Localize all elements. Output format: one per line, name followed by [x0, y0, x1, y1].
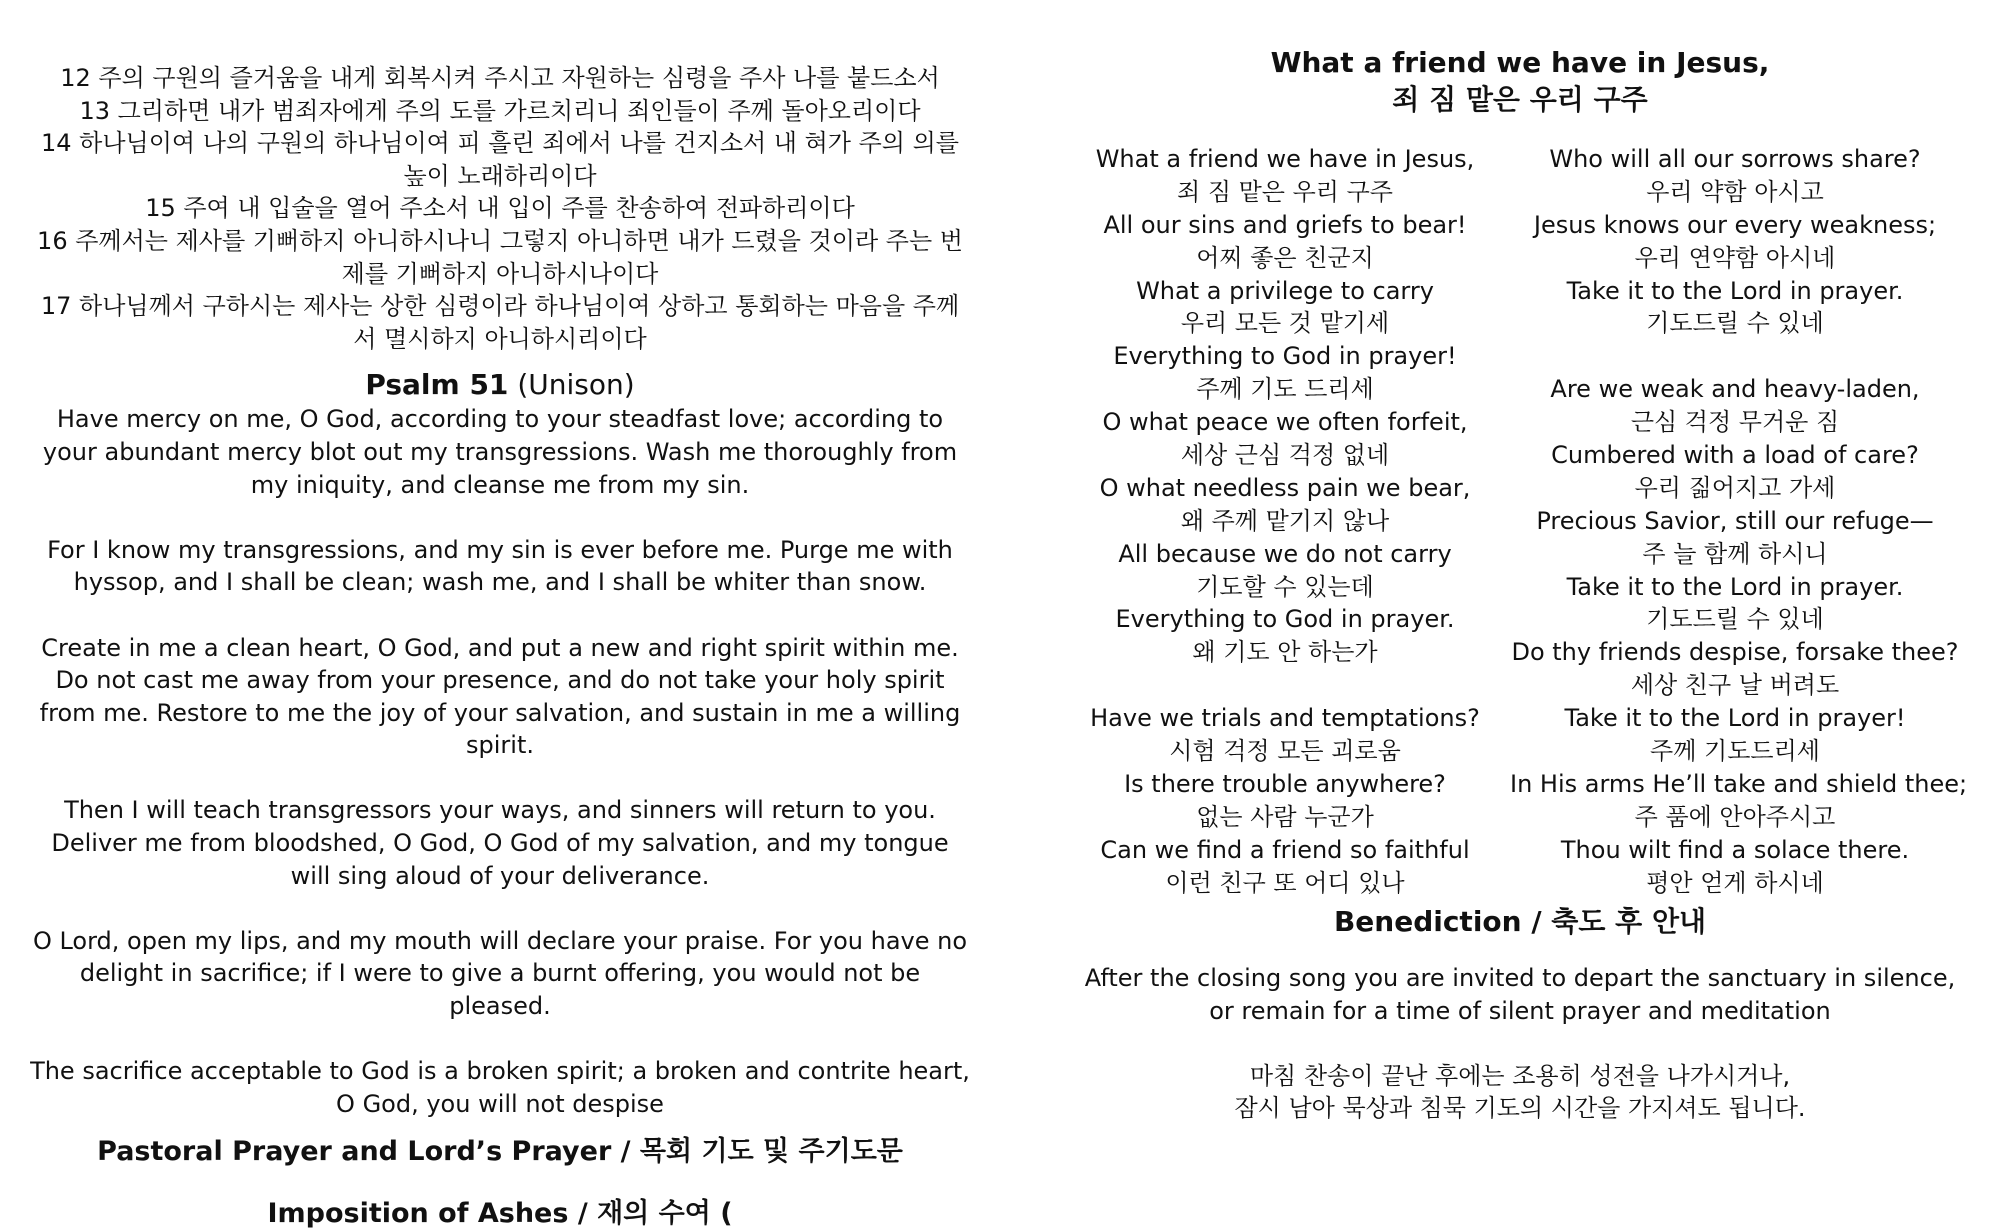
lyric-line: All our sins and griefs to bear! [1103, 210, 1467, 239]
lyric-line: Who will all our sorrows share? [1549, 145, 1921, 173]
lyric-line: Can we find a friend so faithful [1100, 835, 1470, 864]
lyric-line: 우리 연약함 아시네 [1634, 243, 1836, 272]
benediction-korean-line-1: 마침 찬송이 끝난 후에는 조용히 성전을 나가시거나, [1249, 1061, 1791, 1090]
psalm-title: Psalm 51 [365, 368, 509, 402]
lyric-line: 근심 걱정 무거운 짐 [1630, 408, 1840, 437]
lyric-line: In His arms He’ll take and shield thee; [1510, 769, 1968, 798]
lyric-line: Thou wilt find a solace there. [1560, 835, 1910, 864]
lyric-line: What a privilege to carry [1136, 276, 1434, 305]
korean-verse-14: 14 하나님이여 나의 구원의 하나님이여 피 흘린 죄에서 나를 건지소서 내 혀가 주의 의를 높이 노래하리이다 [41, 129, 959, 190]
psalm-mode: (Unison) [517, 368, 635, 402]
lyric-line: 주께 기도 드리세 [1196, 375, 1374, 404]
psalm-paragraph-2: For I know my transgressions, and my sin is ever before me. Purge me with hyssop, and I shall be clean; wash me, and I shall be whiter than snow. [47, 535, 953, 597]
psalm-paragraph-6: The sacrifice acceptable to God is a broken spirit; a broken and contrite heart, O God, you will not despise [30, 1057, 970, 1118]
psalm-heading [20, 367, 980, 403]
stanza-gap [1060, 669, 1510, 702]
hymn-column-2 [1510, 143, 1968, 899]
lyric-line: Cumbered with a load of care? [1551, 441, 1919, 470]
benediction-korean-line-2: 잠시 남아 묵상과 침묵 기도의 시간을 가지셔도 됩니다. [1234, 1094, 1806, 1123]
hymn-title-ko: 죄 짐 맡은 우리 구주 [1392, 83, 1648, 116]
lyric-line: 어찌 좋은 친군지 [1196, 243, 1374, 272]
right-column [1060, 44, 1980, 1125]
lyric-line: 평안 얻게 하시네 [1646, 868, 1824, 897]
lyric-line: 왜 기도 안 하는가 [1192, 638, 1378, 667]
lyric-line: 세상 근심 걱정 없네 [1180, 441, 1390, 470]
lyric-line: 기도드릴 수 있네 [1646, 309, 1824, 338]
lyric-line: Take it to the Lord in prayer. [1566, 572, 1904, 601]
lyric-line: 우리 약함 아시고 [1646, 177, 1824, 206]
lyric-line: All because we do not carry [1118, 539, 1452, 568]
benediction-english: After the closing song you are invited to depart the sanctuary in silence, or remain for a time of silent prayer and meditation [1084, 964, 1956, 1025]
lyric-line: O what peace we often forfeit, [1102, 408, 1468, 437]
lyric-line: 왜 주께 맡기지 않나 [1180, 506, 1390, 535]
benediction-korean [1060, 1060, 1980, 1125]
lyric-line: O what needless pain we bear, [1099, 473, 1471, 502]
lyric-line: 이런 친구 또 어디 있나 [1165, 868, 1405, 897]
pastoral-prayer-heading: Pastoral Prayer and Lord’s Prayer / 목회 기도 및 주기도문 [97, 1136, 903, 1168]
psalm-text [20, 403, 980, 1120]
lyric-line: 주께 기도드리세 [1650, 737, 1820, 766]
lyric-line: Are we weak and heavy-laden, [1550, 375, 1920, 404]
lyric-line: 기도할 수 있는데 [1196, 572, 1374, 601]
stanza-gap [1510, 340, 1960, 373]
lyric-line: 기도드릴 수 있네 [1646, 605, 1824, 634]
lyric-line: Take it to the Lord in prayer! [1564, 704, 1906, 733]
lyric-line: Have we trials and temptations? [1090, 704, 1480, 733]
lyric-line: Everything to God in prayer. [1115, 605, 1455, 634]
korean-verse-12: 12 주의 구원의 즐거움을 내게 회복시켜 주시고 자원하는 심령을 주사 나를 붙드소서 [60, 64, 940, 92]
left-column [20, 62, 980, 1232]
lyric-line: 죄 짐 맡은 우리 구주 [1177, 177, 1393, 206]
korean-verse-17: 17 하나님께서 구하시는 제사는 상한 심령이라 하나님이여 상하고 통회하는 마음을 주께서 멸시하지 아니하시리이다 [40, 292, 960, 353]
lyric-line: 시험 걱정 모든 괴로움 [1169, 737, 1401, 766]
lyric-line: 우리 짊어지고 가세 [1634, 473, 1836, 502]
benediction-heading: Benediction / 축도 후 안내 [1333, 905, 1707, 938]
lyric-line: Precious Savior, still our refuge— [1536, 506, 1934, 535]
hymn-column-1 [1060, 143, 1510, 899]
psalm-paragraph-3: Create in me a clean heart, O God, and put a new and right spirit within me. Do not cast me away from your presence, and do not take your holy spirit from me. Restore to me the joy of your salvation, and sustain in me a willing spirit. [39, 633, 961, 760]
imposition-of-ashes-heading: Imposition of Ashes / 재의 수여 ( [267, 1198, 733, 1230]
lyric-line: 세상 친구 날 버려도 [1630, 671, 1840, 700]
psalm-paragraph-5: O Lord, open my lips, and my mouth will declare your praise. For you have no delight in sacrifice; if I were to give a burnt offering, you would not be pleased. [32, 926, 968, 1021]
korean-verse-16: 16 주께서는 제사를 기뻐하지 아니하시나니 그렇지 아니하면 내가 드렸을 것이라 주는 번제를 기뻐하지 아니하시나이다 [37, 226, 963, 288]
lyric-line: Jesus knows our every weakness; [1533, 210, 1937, 239]
lyric-line: 주 품에 안아주시고 [1634, 802, 1836, 831]
hymn-lyrics [1060, 143, 1980, 903]
lyric-line: 주 늘 함께 하시니 [1642, 539, 1828, 568]
psalm-paragraph-4: Then I will teach transgressors your ways, and sinners will return to you. Deliver me from bloodshed, O God, O God of my salvation, and my tongue will sing aloud of your deliverance. [51, 796, 949, 890]
lyric-line: 우리 모든 것 맡기세 [1180, 309, 1390, 338]
lyric-line: Everything to God in prayer! [1113, 342, 1457, 371]
lyric-line: Is there trouble anywhere? [1124, 769, 1446, 798]
lyric-line: Do thy friends despise, forsake thee? [1511, 638, 1959, 667]
lyric-line: Take it to the Lord in prayer. [1566, 276, 1904, 305]
korean-verse-15: 15 주여 내 입술을 열어 주소서 내 입이 주를 찬송하여 전파하리이다 [145, 194, 855, 223]
lyric-line: 없는 사람 누군가 [1196, 802, 1374, 831]
psalm-paragraph-1: Have mercy on me, O God, according to your steadfast love; according to your abundant mercy blot out my transgressions. Wash me thoroughly from my iniquity, and cleanse me from my sin. [42, 405, 958, 499]
hymn-title-en: What a friend we have in Jesus, [1270, 46, 1770, 79]
korean-verse-13: 13 그리하면 내가 범죄자에게 주의 도를 가르치리니 죄인들이 주께 돌아오리이다 [79, 96, 921, 125]
lyric-line: What a friend we have in Jesus, [1095, 145, 1475, 173]
